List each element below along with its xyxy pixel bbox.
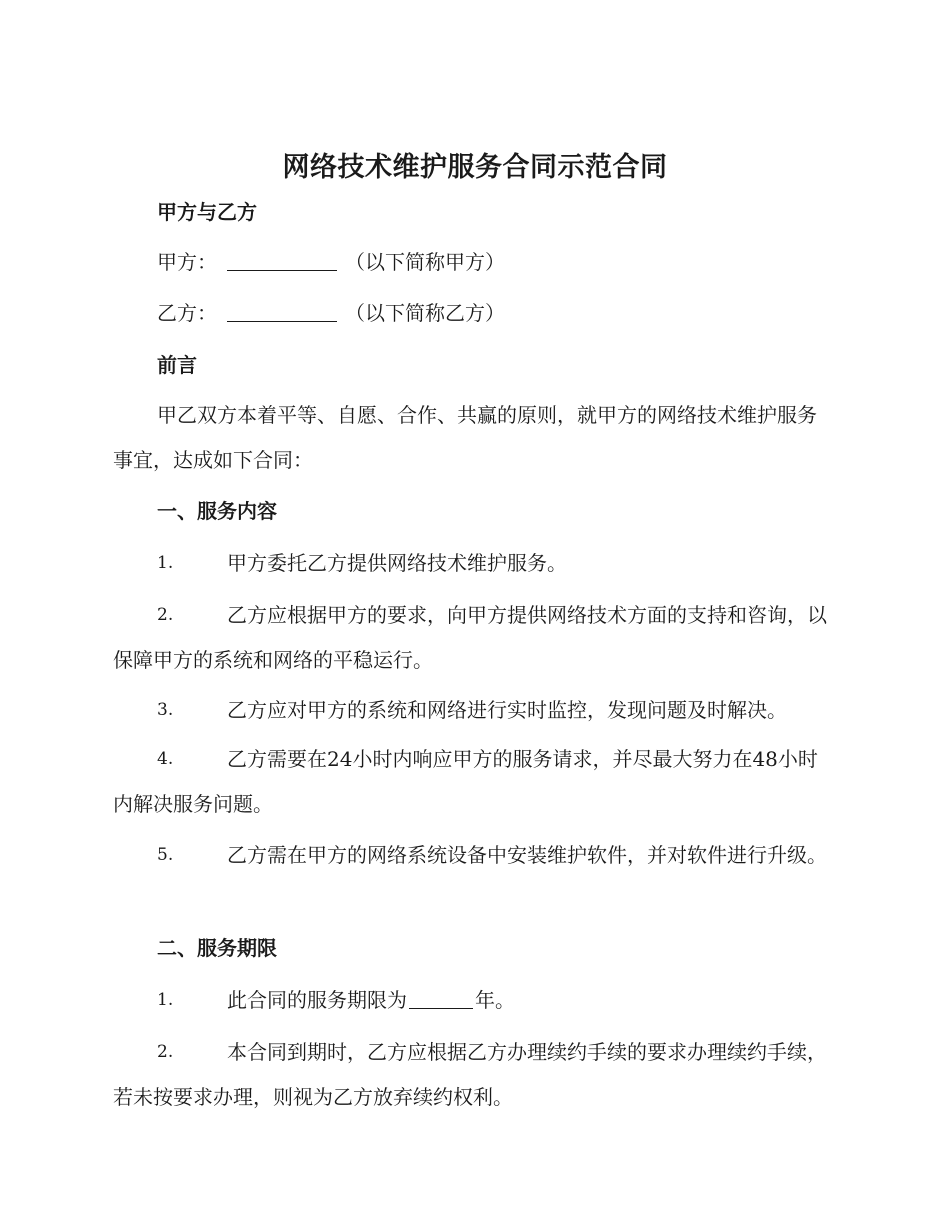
party-b-blank[interactable] [227,299,337,322]
section1-heading: 一、服务内容 [157,499,277,523]
section2-heading: 二、服务期限 [157,936,277,960]
item-text: 甲方委托乙方提供网络技术维护服务。 [227,551,567,575]
item-number: 1. [157,553,174,573]
item-text: 本合同到期时，乙方应根据乙方办理续约手续的要求办理续约手续，若未按要求办理，则视为乙方放弃续约权利。 [113,1040,827,1109]
party-a-note: （以下简称甲方） [345,250,505,274]
term-text-after: 年。 [475,988,515,1012]
term-years-blank[interactable] [409,986,473,1009]
item-number: 3. [157,700,174,720]
term-text-before: 此合同的服务期限为 [227,988,407,1012]
term-line [227,985,515,1015]
item-number: 2. [157,1042,174,1062]
item-number: 1. [157,990,174,1010]
item-number: 2. [157,605,174,625]
item-text: 乙方需在甲方的网络系统设备中安装维护软件，并对软件进行升级。 [227,843,827,867]
party-a-label: 甲方： [157,250,217,274]
parties-heading: 甲方与乙方 [157,200,257,224]
party-a-line [157,247,505,277]
party-b-note: （以下简称乙方） [345,301,505,325]
document-title: 网络技术维护服务合同示范合同 [282,152,668,183]
item-number: 5. [157,845,174,865]
preface-text: 甲乙双方本着平等、自愿、合作、共赢的原则，就甲方的网络技术维护服务事宜，达成如下合同： [113,403,817,472]
party-a-blank[interactable] [227,248,337,271]
item-text: 乙方应根据甲方的要求，向甲方提供网络技术方面的支持和咨询，以保障甲方的系统和网络的平稳运行。 [113,603,827,672]
preface-heading: 前言 [157,353,197,377]
party-b-line [157,298,505,328]
item-text: 乙方需要在24小时内响应甲方的服务请求，并尽最大努力在48小时内解决服务问题。 [113,747,818,816]
party-b-label: 乙方： [157,301,217,325]
item-number: 4. [157,749,174,769]
item-text: 乙方应对甲方的系统和网络进行实时监控，发现问题及时解决。 [227,698,787,722]
